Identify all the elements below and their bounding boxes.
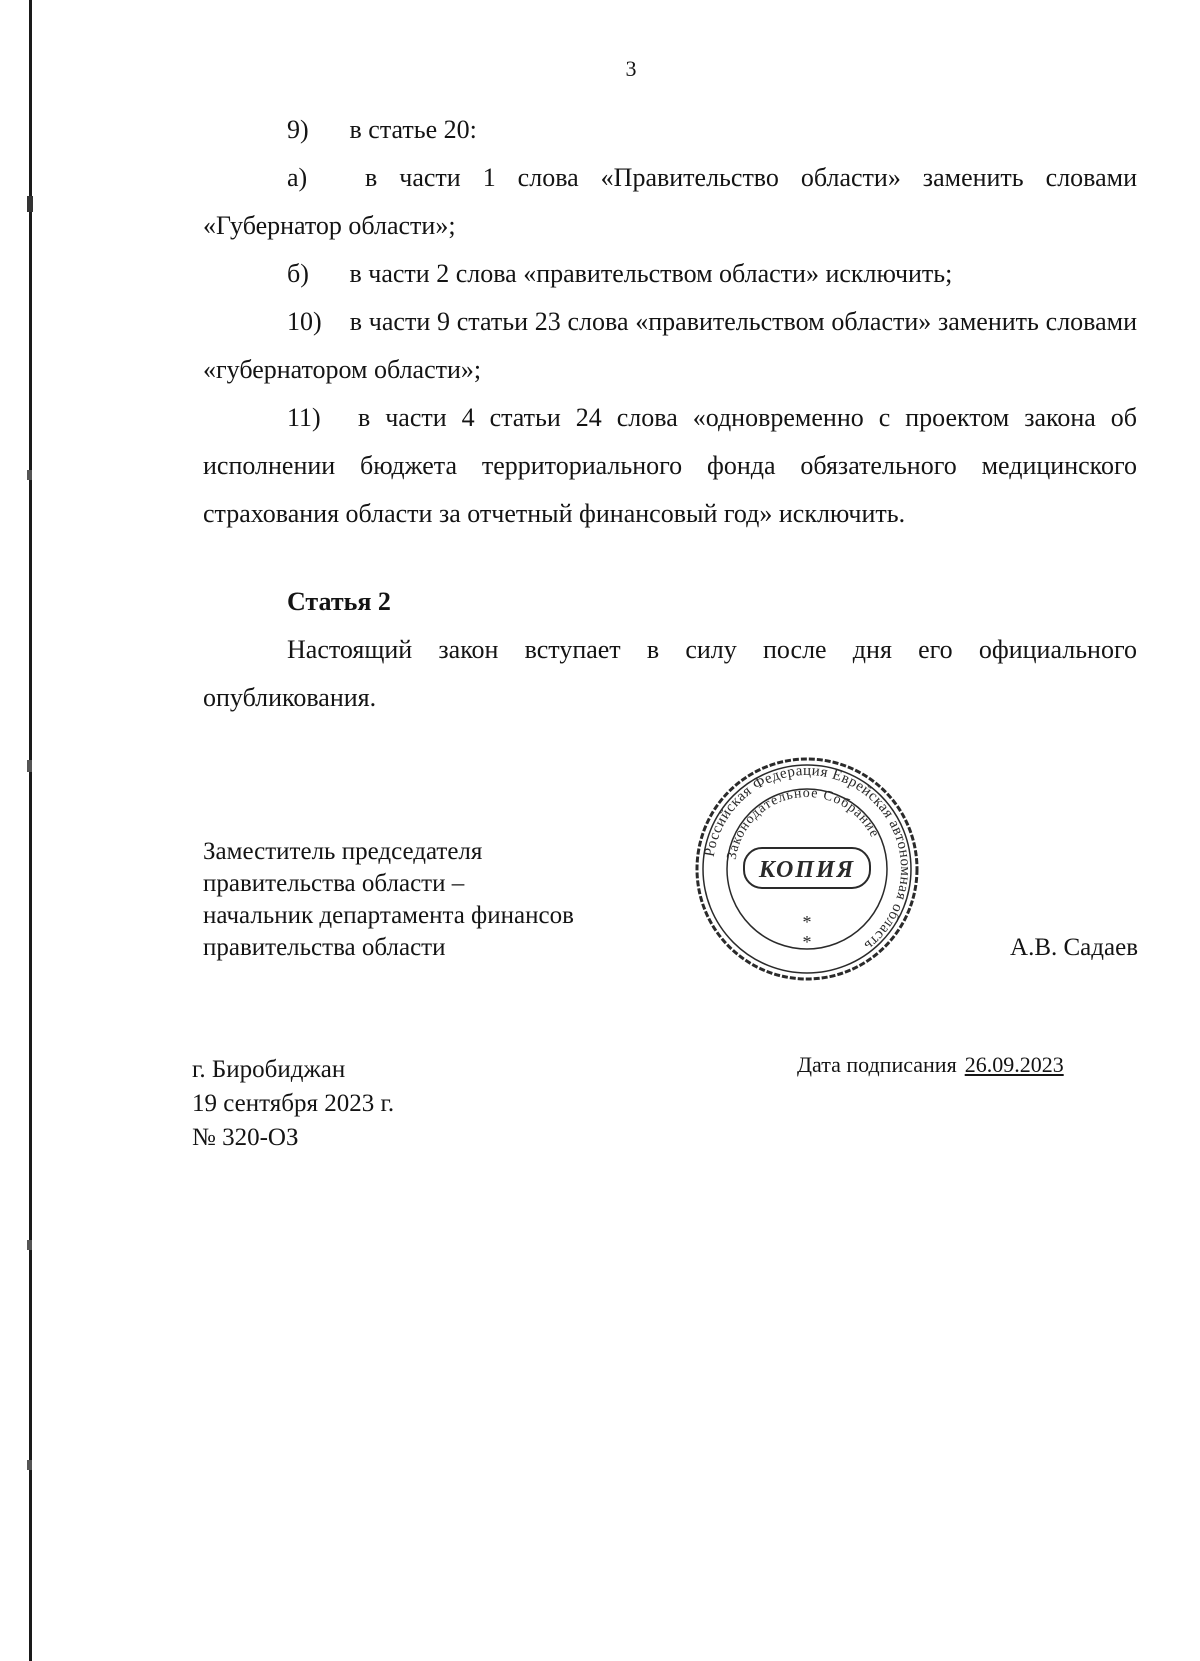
item-marker: б)	[287, 259, 309, 288]
signatory-title-line: правительства области	[203, 934, 446, 961]
paragraph-item-10	[203, 298, 1137, 394]
paragraph-item-a	[203, 154, 1137, 250]
item-marker: а)	[287, 163, 308, 192]
adoption-date: 19 сентября 2023 г.	[192, 1090, 395, 1117]
item-text: в части 9 статьи 23 слова «правительством области» заменить словами «губернатором области»;	[203, 307, 1138, 384]
article-text: Настоящий закон вступает в силу после дня его официального опубликования.	[203, 635, 1137, 712]
signatory-title	[203, 836, 574, 964]
item-marker: 10)	[287, 307, 322, 336]
city: г. Биробиджан	[192, 1056, 346, 1083]
item-text: в статье 20:	[349, 115, 477, 144]
document-body	[203, 106, 1137, 722]
seal-star: *	[802, 932, 812, 952]
item-text: в части 4 статьи 24 слова «одновременно с проектом закона об исполнении бюджета территориального фонда обязательного медицинского страхования области за отчетный финансовый год» исключить.	[203, 403, 1137, 528]
paragraph-item-9	[203, 106, 1137, 154]
seal-star: *	[802, 912, 812, 932]
signatory-title-line: правительства области –	[203, 870, 465, 897]
seal-outer-text: Российская Федерация Еврейская автономная область	[701, 762, 914, 954]
signing-date-value: 26.09.2023	[964, 1052, 1064, 1077]
margin-marks	[27, 0, 35, 1661]
item-marker: 9)	[287, 115, 309, 144]
signatory-title-line: начальник департамента финансов	[203, 902, 574, 929]
page-number: 3	[625, 56, 637, 81]
place-date-number-block	[192, 1053, 394, 1155]
signing-date-label: Дата подписания	[797, 1052, 957, 1077]
law-number: № 320-ОЗ	[192, 1124, 299, 1151]
article-heading: Статья 2	[287, 587, 391, 616]
official-seal-stamp	[694, 756, 920, 982]
signatory-name: А.В. Садаев	[1010, 934, 1138, 961]
item-text: в части 2 слова «правительством области» исключить;	[349, 259, 953, 288]
paragraph-item-b	[203, 250, 1137, 298]
seal-inner-text: Законодательное Собрание	[724, 785, 883, 861]
signatory-title-line: Заместитель председателя	[203, 838, 483, 865]
item-text: в части 1 слова «Правительство области» заменить словами «Губернатор области»;	[203, 163, 1138, 240]
item-marker: 11)	[287, 403, 321, 432]
paragraph-item-11	[203, 394, 1137, 538]
seal-center-text: КОПИЯ	[758, 857, 856, 883]
signing-date-block	[797, 1050, 1064, 1080]
